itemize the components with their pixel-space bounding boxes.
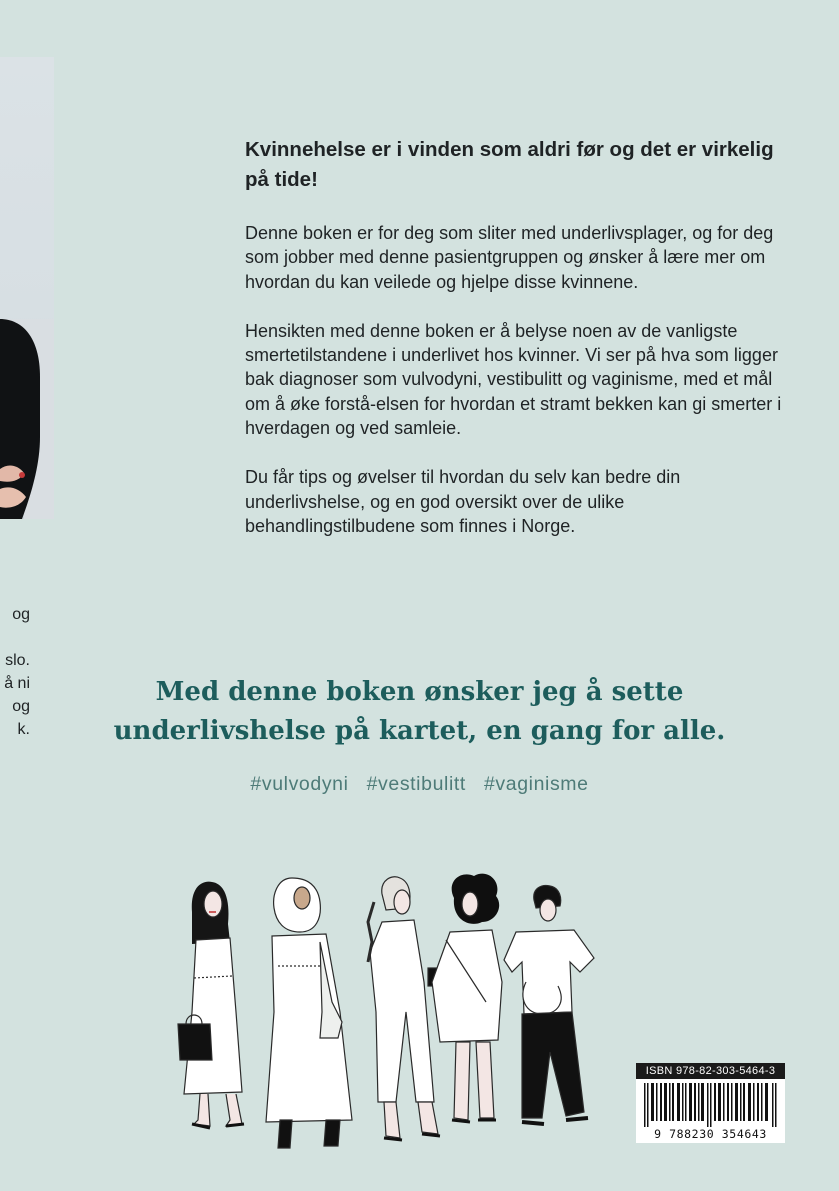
back-cover-text: [245, 135, 785, 563]
quote-line: Med denne boken ønsker jeg å sette: [155, 677, 684, 707]
hashtag-row: [0, 773, 839, 796]
figure-3: [368, 877, 440, 1140]
quote-line: underlivshelse på kartet, en gang for alle.: [113, 716, 726, 746]
body-paragraph: Denne boken er for deg som sliter med underlivsplager, og for deg som jobber med denne pasientgruppen og ønsker å lære mer om hvordan du kan veilede og hjelpe disse kvinnene.: [245, 223, 774, 292]
hashtag: #vulvodyni: [250, 773, 349, 795]
bio-line: å ni: [4, 675, 30, 692]
hashtag: #vaginisme: [483, 773, 589, 795]
intro-heading: Kvinnehelse er i vinden som aldri før og det er virkelig på tide!: [245, 138, 774, 191]
isbn-digits: 9 788230 354643: [654, 1127, 767, 1141]
figure-4: [432, 874, 502, 1122]
isbn-label: ISBN 978-82-303-5464-3: [636, 1063, 785, 1079]
figure-2: [266, 878, 352, 1148]
hashtag: #vestibulitt: [366, 773, 466, 795]
isbn-barcode: [636, 1063, 785, 1143]
body-paragraph: Hensikten med denne boken er å belyse noen av de vanligste smertetilstandene i underlivet hos kvinner. Vi ser på hva som ligger bak diagnoser som vulvodyni, vestibulitt og vaginisme, med et mål om å øke forstå-elsen for hvordan et stramt bekken kan gi smerter i hverdagen og ved samleie.: [245, 320, 782, 439]
bio-line: k.: [17, 721, 30, 738]
bio-line: [0, 626, 30, 649]
pull-quote: [0, 673, 839, 751]
figure-5: [504, 886, 594, 1124]
bio-line: og: [12, 606, 30, 623]
women-illustration: [170, 862, 610, 1152]
bio-line: slo.: [5, 652, 30, 669]
bio-line: og: [12, 698, 30, 715]
figure-1: [178, 882, 244, 1128]
author-photo: [0, 57, 54, 519]
body-paragraph: Du får tips og øvelser til hvordan du selv kan bedre din underlivshelse, og en god oversikt over de ulike behandlingstilbudene som finnes i Norge.: [245, 467, 681, 536]
barcode-bars: [644, 1083, 777, 1127]
